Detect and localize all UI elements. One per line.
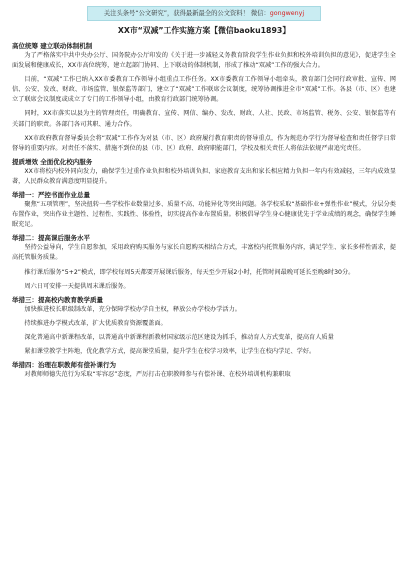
paragraph: 聚焦“五项管理”，坚决扭转一些学校作业数量过多、质量不高、功能异化等突出问题。各学校采取“基础作业+弹性作业”模式，分层分类布置作业，突出作业主题性、过程性、实践性、体验性，切实提高作业布置质量。积极倡导学生身心健康优先于学业成绩的观念，确保学生睡眠充足。 xyxy=(12,201,396,229)
paragraph: 周六日可安排一天提供周末课后服务。 xyxy=(24,282,130,290)
paragraph: 坚持公益导向，学生自愿参加，采用政府购买服务与家长自愿购买相结合方式，丰富校内托管服务内容，满足学生、家长多样性需求，提高托管服务质量。 xyxy=(12,244,396,262)
promo-banner-account: gongwenyj xyxy=(269,10,305,17)
paragraph: 推行课后服务“5+2”模式，即学校每周5天都要开展课后服务，每天至少开展2小时，托管时间最晚可延长至晚8时30分。 xyxy=(24,268,355,276)
paragraph: 持续推进办学模式改革，扩大优质教育资源覆盖面。 xyxy=(24,319,167,327)
promo-banner xyxy=(87,6,321,21)
section-heading-coordination: 高位统筹 建立联动体制机制 xyxy=(12,42,93,50)
measure-heading-3: 举措三：提高校内教育教学质量 xyxy=(12,295,103,304)
measure-heading-2: 举措二：提高课后服务水平 xyxy=(12,234,90,243)
paragraph: 加快推进校长职级制改革，充分保障学校办学自主权，释放公办学校办学活力。 xyxy=(24,305,241,313)
paragraph: 目前，“双减”工作已纳入XX市委教育工作领导小组重点工作任务。XX市委教育工作领导小组牵头，教育部门会同行政审批、宣传、网信、公安、发改、财政、市场监管、银保监等部门，建立了“双减”工作联席会议制度，统筹协调推进全市“双减”工作。各县（市、区）也建立了联席会议制度或成立了专门的工作领导小组，由教育行政部门统筹协调。 xyxy=(12,76,396,104)
measure-heading-1: 举措一：严控书面作业总量 xyxy=(12,191,90,200)
paragraph: 深化普通高中新课程改革，以普通高中新课程新教材国家级示范区建设为抓手，推动育人方式变革，提高育人质量 xyxy=(24,333,334,341)
paragraph: XX市政府教育督导委员会将“双减”工作作为对县（市、区）政府履行教育职责的督导重点，作为规范办学行为督导检查和责任督学日常督导的重要内容。对责任不落实、措施不到位的县（市、区）政府、政府职能部门，学校及相关责任人将依法依规严肃追究责任。 xyxy=(12,134,396,152)
section-heading-quality: 提质增效 全面优化校内服务 xyxy=(12,157,93,166)
paragraph: 紧扣课堂教学主阵地，优化教学方式，提高课堂质量，提升学生在校学习效率，让学生在校内学足、学好。 xyxy=(24,347,316,355)
paragraph: 对教师师德失范行为采取“零容忍”态度，严厉打击在职教师参与有偿补课、在校外培训机构兼职取 xyxy=(24,371,291,379)
paragraph: XX市将校内校外同向发力，确保学生过重作业负担和校外培训负担、家庭教育支出和家长相应精力负担一年内有效减轻，三年内成效显著，人民群众教育满意度明显提升。 xyxy=(12,167,396,185)
paragraph: 同时，XX市落实以县为主的管理责任，明确教育、宣传、网信、编办、发改、财政、人社、民政、市场监管、税务、公安、银保监等有关部门的职责。各部门各司其职、通力合作。 xyxy=(12,110,396,128)
promo-banner-text: 关注头条号“公文研究”，获得最新最全的公文资料！ 微信： xyxy=(103,10,270,17)
document-title: XX市“双减”工作实施方案【微信baoku1893】 xyxy=(117,26,291,35)
measure-heading-4: 举措四：治理在职教师有偿补课行为 xyxy=(12,361,116,370)
paragraph: 为了严格落实中共中央办公厅、国务院办公厅印发的《关于进一步减轻义务教育阶段学生作业负担和校外培训负担的意见》，促进学生全面发展和健康成长，XX市高位统筹，建立起部门协同、上下联动的体制机制，形成了推动“双减”工作的强大合力。 xyxy=(12,52,396,70)
